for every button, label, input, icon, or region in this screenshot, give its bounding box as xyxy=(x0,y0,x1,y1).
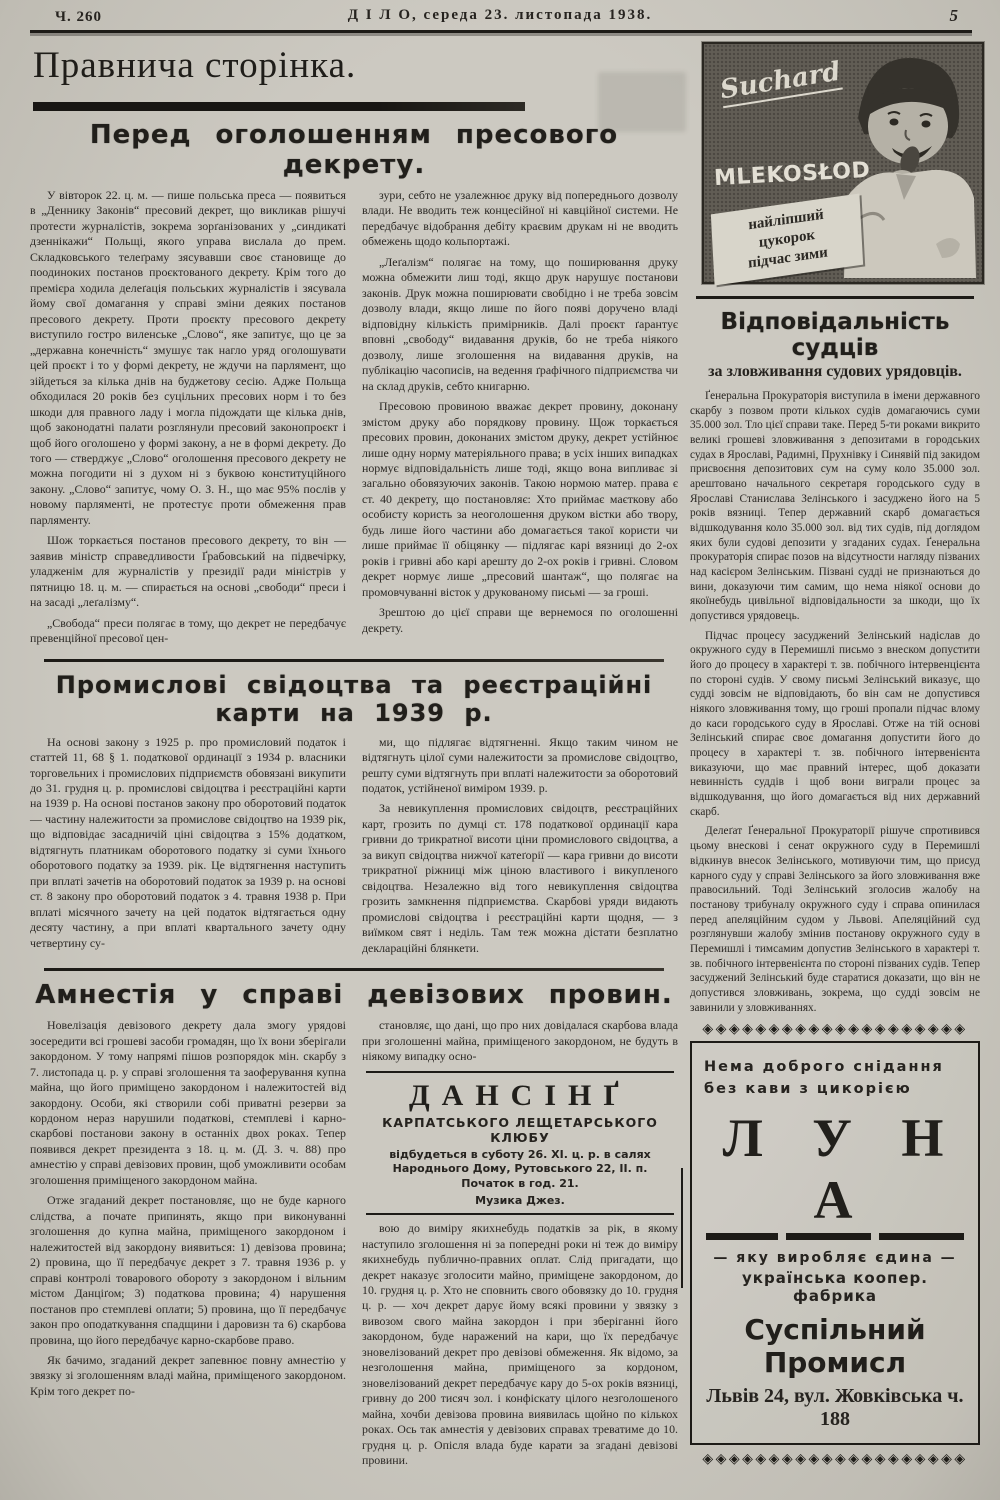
article-amnesty-left-column xyxy=(30,1018,346,1473)
body-paragraph: Новелізація девізового декрету дала змогу урядові зосередити всі грошеві засоби громадян, що їх вони зберігали закордоном. У тому напрямі пішов розпорядок мін. скарбу з 7. листопада ц. р. у справі зголошення та заоферування купна майна, що його приміщено закордоном і належитостей від закордону. Особи, які створили собі приватні резерви за кордоном нераз нарушили податкові, стемплеві і карно-скарбові постанови закону в останніх двох роках. Тепер появився декрет президента з 18. ц. м. (Д. З. ч. 88) про амнестію у справі девізових провин, щоб уможливити особам зголошення приміщеного закордоном майна. xyxy=(30,1018,346,1187)
body-paragraph: Підчас процесу засуджений Зелінський надіслав до окружного суду в Перемишлі письмо з внеском допустити його до процесу в характері т. зв. побічного інтервенцієнта по стороні судів. У свому письмі Зелінський виказує, що судді зовсім не відповідають, бо він сам не допустився ніякого зловживання тому, що гроші пропали підчас влому до каси городського суду в Ярославі. Отже на тій основі Зелінський спирає своє домагання допустити його до процесу в характері т. зв. побічного інтервенієнта виказуючи, що має правний інтерес, щоб доказати невинність суддів і щоб вони виграли процес за відшкодування, що його домагається від них державний скарб. xyxy=(690,629,980,818)
body-paragraph: вою до виміру якихнебудь податків за рік, в якому наступило зголошення ні за попередні роки ні теж до виміру якихнебудь публично-правних оплат. Слід пригадати, що декрет наказує зголосити майно, приміщене закордоном, до 10. грудня ц. р. Хто не сповнить свого обовязку до 10. грудня ц. р. — хоч декрет дарує йому всякі провини у звязку з вивозом свого майна закордон і при зберіганні його закордоном, буде наражений на кари, що їх передбачує зновелізований декрет про девізові обмеження. Як відомо, за незголошення майна, приміщеного за кордоном, зновелізований декрет передбачує кару до 5-ох років вязниці, гривну до 200 тисяч зол. і конфіскату цілого незголошеного майна, хочби девізова провина виявилась щойно по кількох роках. Ось так амнестія у девізових справах треватиме до 10. грудня ц. р. Опісля влада буде карати за згадані девізові провини. xyxy=(362,1221,678,1468)
body-paragraph: Як бачимо, згаданий декрет запевнює повну амнестію у звязку зі зголошенням владі майна, приміщеного закордоном. Крім того декрет по- xyxy=(30,1353,346,1398)
body-paragraph: зури, себто не узалежнює друку від попереднього дозволу влади. Не вводить теж концесійної ні кавційної системи. Не передбачує відобрання дебіту краєвим друкам ні не вводить обмежень щодо кольпортажі. xyxy=(362,188,678,249)
luna-ad-intro-line: Нема доброго снідання xyxy=(704,1059,944,1076)
article-press-body xyxy=(30,188,678,652)
dansing-ad-title: ДАНСІНҐ xyxy=(409,1078,631,1112)
suchard-slogan-line: підчас зими xyxy=(747,243,829,272)
ad-top-rule xyxy=(366,1071,674,1073)
article-amnesty-right-column xyxy=(362,1018,678,1473)
body-paragraph: Зрештою до цієї справи ще вернемося по оголошенні декрету. xyxy=(362,605,678,635)
article-amnesty-headline: Амнестія у справі девізових провин. xyxy=(35,980,673,1011)
suchard-slogan-line: найліпший xyxy=(747,206,825,234)
luna-ad-maker-line: українська коопер. фабрика xyxy=(742,1268,928,1305)
body-paragraph: На основі закону з 1925 р. про промисловий податок і статтей 11, 68 § 1. податкової ординації з 1934 р. власники торговельних і промислових підприємств обовязані викупити до 31. грудня ц. р. промислові свідоцтва і реєстраційні карти на 1939 р. На основі постанов закону про оборотовий податок — частину належитости за промислове свідоцтво на 1939 рік, що відповідає засадничій ціні свідоцтва з 15% додатком, відтягнуть платникам оборотового податку зі суми їхнього оборотового податку за 1939. рік. Це відтягнення наступить при вплаті зачетів на оборотовий податок за 1939 р. на основі ст. 8 закону про оборотовий податок з 4. травня 1938 р. При вплаті місячного зачету на цей податок відтягається одну десяту частину, а при вплаті квартального зачету одну четвертину су- xyxy=(30,734,346,950)
article-certificates-body xyxy=(30,735,678,962)
page-number: 5 xyxy=(949,6,958,25)
body-paragraph: Ґенеральна Прокураторія виступила в імени державного скарбу з позвом проти кількох судів домагаючись суми 35.000 зол. Тло цієї справи таке. Перед 5-ти роками викрито великі грошеві зловживання з депозитами в городських судах в Ярославі, Радимні, Прухнівку і Синявій під закидом присвоєння депозитових сум на суму коло 35.000 зол. арештовано начального секретаря городського суду в Ярославі Станислава Зелінського і засуджено його на 5 років вязниці. Тепер державний скарб домагається відшкодування коло 35.000 зол. від тих судів, під доглядом яких були судові депозити у згаданих судах. Ґенеральна прокураторія спирає позов на відсутности нагляду пізваних над касієром Зелінським. Пізвані судді не признаються до вини, доказуючи тим самим, що нема ніякої основи до якоїнебудь цивільної відповідальности за шкоди, що їх допустився урядовець. xyxy=(690,390,980,623)
body-paragraph: ми, що підлягає відтягненні. Якщо таким чином не відтягнуть цілої суми належитости за промислове свідоцтво, решту суми відтягнуть при вплаті належитости за оборотовий податок, устійненої виміром 1939. р. xyxy=(362,734,678,795)
body-paragraph: Шож торкається постанов пресового декрету, то він — заявив міністр справедливости Ґрабовський на підвечірку, уладженім для журналістів у президії ради міністрів у пятницю 18. ц. м. — спирається на основі „свободи“ преси і на засаді „леґалізму“. xyxy=(30,533,346,610)
article-divider-rule xyxy=(44,968,664,971)
section-title-underline xyxy=(33,102,525,111)
luna-company-name: Суспільний Промисл xyxy=(744,1312,926,1379)
article-press-left-column xyxy=(30,188,346,652)
luna-ad-maker-line: — яку виробляє єдина — xyxy=(713,1249,957,1266)
masthead-title: Д І Л О, середа 23. листопада 1938. xyxy=(347,7,653,23)
article-judges-headline: Відповідальність судців xyxy=(720,309,950,361)
article-press-right-column xyxy=(362,188,678,652)
dansing-ad xyxy=(362,1079,678,1208)
ornamental-border: ◈◈◈◈◈◈◈◈◈◈◈◈◈◈◈◈◈◈◈◈ xyxy=(702,1021,968,1038)
suchard-ad xyxy=(702,42,984,284)
dansing-ad-subtitle: КАРПАТСЬКОГО ЛЕЩЕТАРСЬКОГО КЛЮБУ xyxy=(382,1114,658,1145)
body-paragraph: „Леґалізм“ полягає на тому, що поширювання друку можна обмежити лиш тоді, якщо друк нарушує постанови законів. Друк можна поширювати свобідно і не треба зовсім дозволу влади, якщо лише по його появі доручено владі відповідну кількість примірників. Далі проєкт ґарантує вповні „свободу“ видавання друків, бо не треба ніякого дозволу, лише зголошення на видавання друків, на публікацію часописів, на ведення ґрафічного підприємства чи на склад друків, себто книгарню. xyxy=(362,254,678,393)
dansing-ad-details: відбудеться в суботу 26. XI. ц. р. в салях Народнього Дому, Рутовського 22, II. п. Початок в год. 21. xyxy=(389,1147,651,1191)
right-column-region xyxy=(690,42,980,1467)
issue-number: Ч. 260 xyxy=(55,9,103,25)
article-divider-rule xyxy=(44,659,664,662)
luna-ad xyxy=(690,1041,980,1445)
body-paragraph: Делеґат Ґенеральної Прокураторії рішуче спротивився цьому внескові і сенат окружного суду в Перемишлі відкинув внесок Зелінського, мотивуючи тим, що присуд карного суду у справі Зелінського за його зловживання вже правосильний. Тоді Зелінський зголосив жалобу на постанову трибуналу окружного суду і справа опинилася перед апеляційним судом у Львові. Апеляційний суд розглянувши жалобу змінив постанову окружного суду в Перемишлі і тимсамим допустив Зелінського в характері т. зв. побічного інтервенієнта по стороні пізваних судів. Тепер засуджений Зелінський буде старатися доказати, що він не допустився зловживань, зокрема, що судді зовсім не завинили у зловживаннях. xyxy=(690,825,980,1014)
column-divider-rule xyxy=(696,296,974,299)
suchard-brand-logo: Suchard xyxy=(718,57,843,109)
body-paragraph: становляє, що дані, що про них довідалася скарбова влада при зголошенні майна, приміщеного закордоном, не будуть в ніякому випадку осно- xyxy=(362,1018,678,1064)
body-paragraph: „Свобода“ преси полягає в тому, що декрет не передбачує превенційної пресової цен- xyxy=(30,615,346,646)
header-rule xyxy=(30,30,972,33)
section-title: Правнича сторінка. xyxy=(33,45,357,86)
article-certificates-right-column xyxy=(362,735,678,962)
suchard-slogan-line: цукорок xyxy=(758,226,816,251)
ad-bottom-rule xyxy=(366,1213,674,1215)
article-amnesty-body xyxy=(30,1018,678,1473)
body-paragraph: За невикуплення промислових свідоцтв, реєстраційних карт, грозить по думці ст. 178 податкової ординації кара гривни до трикратної висоти ціни промислового свідоцтва, а за викуп свідоцтва нижчої катеґорії — кара гривни до висоти трикратної ріжниці між ціною властивого і викупленого свідоцтва. Незалежно від того невикуплення свідоцтва грозить замкнення підприємства. Скарбові уряди видають промислові свідоцтва і реєстраційні карти щодня, — з виїмком свят і неділь. Там теж можна дістати безплатно деклараційні блянкети. xyxy=(362,801,678,955)
suchard-product-name: MLEKOSŁOD xyxy=(713,157,871,192)
dansing-ad-music-line: Музика Джез. xyxy=(475,1194,565,1208)
body-paragraph: У вівторок 22. ц. м. — пише польська преса — появиться в „Деннику Законів“ пресовий декрет, що викликав рішучі протести журналістів, зокрема зорґанізованих у „синдикаті дзеннікажи“ Польщі, якого управа вислала до прем. Складковського телеґраму зясувавши своє становище до поодиноких постанов проєктованого декрету. Крім того до премієра ходила делеґація польських журналістів і зясувала йому свої домагання у справі зміни деяких постанов пресового декрету. Проти проєкту пресового декрету виступило гостро виленське „Слово“, яке запитує, що це за „державна конечність“ змушує так нагло уряд оголошувати цей проєкт і то у формі декрету, не ждучи на парлямент, що зійдеться за кілька днів на буджетову сесію. Адже Польща обходилася 20 років без суцільних пресових норм і то без шкоди для правного ладу і могла підождати ще кілька днів, щоб законодатні палати розглянули пресовий законопроєкт і щоб його оголошено у формі закону, а не в формі декрету. До того — стверджує „Слово“ оголошення пресового декрету не можна погодити ні з духом ні з буквою конституційного закону. „Слово“ запитує, чому О. З. Н., що має 95% послів у новому парляменті, не протестує проти обмеження прав парляменту. xyxy=(30,188,346,527)
ornamental-border: ◈◈◈◈◈◈◈◈◈◈◈◈◈◈◈◈◈◈◈◈ xyxy=(702,1450,968,1467)
main-column-region xyxy=(30,116,678,1474)
luna-ad-intro-line: без кави з цикорією xyxy=(704,1080,912,1097)
article-certificates-left-column xyxy=(30,735,346,962)
luna-underline-bar xyxy=(706,1233,964,1240)
article-certificates-headline: Промислові свідоцтва та реєстраційні карти на 1939 р. xyxy=(55,670,653,727)
body-paragraph: Отже згаданий декрет постановляє, що не буде карного слідства, а почате припинять, якщо при виконуванні зголошення до купна майна, приміщеного закордоном і належитостей від закордону виявиться: 1) девізова провина; 2) провина, що її передбачує декрет з 7. травня 1936 р. у справі контролі товарового обороту з закордоном і вільним містом Данціґом; 3) податкова провина; 4) нарушення постанов про стемплеві оплати; 5) провина, що її передбачує закон про оподаткування спадщини і даровизн та 6) скарбова провина, що його передбачує карно-скарбове право. xyxy=(30,1193,346,1347)
luna-company-address: Львів 24, вул. Жовківська ч. 188 xyxy=(706,1384,964,1430)
luna-brand-name: Л У Н А xyxy=(722,1107,948,1230)
article-press-headline: Перед оголошенням пресового декрету. xyxy=(89,120,619,180)
body-paragraph: Пресовою провиною вважає декрет провину, доконану змістом друку або порядкову провину. Щож торкається пресових провин, доконаних змістом друку, декрет устійнює лише одну норму матеріяльного права; в усіх інших випадках нормує відповідальність лише тоді, якщо вона випливає зі загально обовязуючих законів. Такою нормою матер. права є ст. 40 декрету, що постановляє: Хто приймає маєткову або особисту користь за неоголошення друком вістки або твору, будь лише його частини або домагається такої користи чи лише приймає її обіцянку — підлягає карі вязниці до 2-ох років і гривні або карі арешту до 2-ох років і гривні. Словом декрет нормує лише „пресовий шантаж“, що полягає на промовчуванні вісток у друкованому письмі — за гроші. xyxy=(362,399,678,599)
article-judges-subheadline: за зловживання судових урядовців. xyxy=(708,363,962,380)
vertical-divider-rule xyxy=(681,1168,683,1288)
